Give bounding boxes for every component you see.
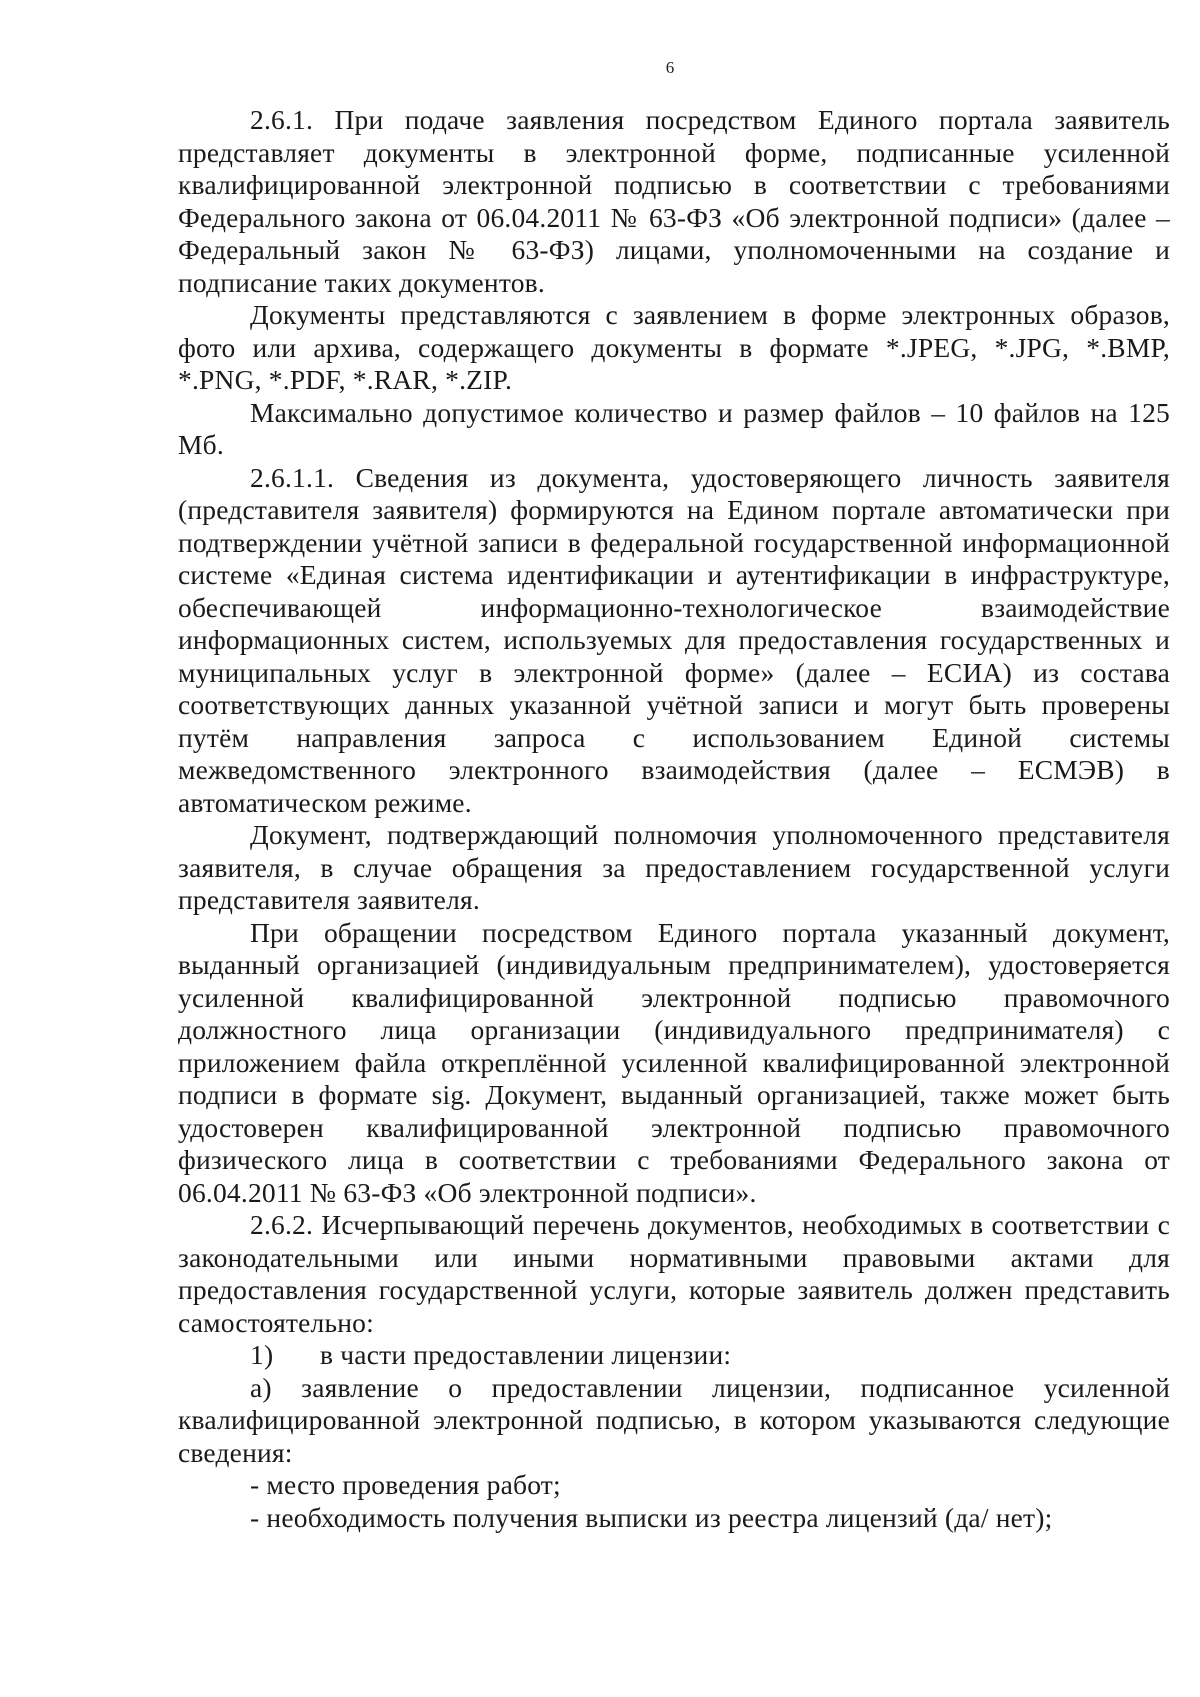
paragraph-registry-extract: - необходимость получения выписки из реестра лицензий (да/ нет); xyxy=(250,1501,1053,1533)
document-body xyxy=(178,104,1170,1534)
list-item-text: в части предоставлении лицензии: xyxy=(320,1339,732,1370)
paragraph-2-6-1-1: 2.6.1.1. Сведения из документа, удостоверяющего личность заявителя (представителя заявителя) формируются на Едином портале автоматически при подтверждении учётной записи в федеральной государственной информационной системе «Единая система идентификации и аутентификации в инфраструктуре, обеспечивающей информационно-технологическое взаимодействие информационных систем, используемых для предоставления государственных и муниципальных услуг в электронной форме» (далее – ЕСИА) из состава соответствующих данных указанной учётной записи и могут быть проверены путём направления запроса с использованием Единой системы межведомственного электронного взаимодействия (далее – ЕСМЭВ) в автоматическом режиме. xyxy=(178,461,1170,818)
paragraph-file-limits: Максимально допустимое количество и размер файлов – 10 файлов на 125 Мб. xyxy=(178,396,1170,460)
paragraph-portal-signature: При обращении посредством Единого портала указанный документ, выданный организацией (индивидуальным предпринимателем), удостоверяется усиленной квалифицированной электронной подписью правомочного должностного лица организации (индивидуального предпринимателя) с приложением файла откреплённой усиленной квалифицированной электронной подписи в формате sig. Документ, выданный организацией, также может быть удостоверен квалифицированной электронной подписью правомочного физического лица в соответствии с требованиями Федерального закона от 06.04.2011 № 63-ФЗ «Об электронной подписи». xyxy=(178,916,1170,1208)
paragraph-authority-document: Документ, подтверждающий полномочия уполномоченного представителя заявителя, в случае обращения за предоставлением государственной услуги представителя заявителя. xyxy=(178,819,1170,915)
page-number: 6 xyxy=(665,58,675,77)
list-item-number: 1) xyxy=(250,1339,274,1370)
paragraph-2-6-2: 2.6.2. Исчерпывающий перечень документов, необходимых в соответствии с законодательными или иными нормативными правовыми актами для предоставления государственной услуги, которые заявитель должен представить самостоятельно: xyxy=(178,1209,1170,1338)
paragraph-application-a: а) заявление о предоставлении лицензии, подписанное усиленной квалифицированной электронной подписью, в котором указываются следующие сведения: xyxy=(178,1371,1170,1468)
list-item xyxy=(178,1339,1170,1372)
paragraph-document-formats: Документы представляются с заявлением в форме электронных образов, фото или архива, содержащего документы в формате *.JPEG, *.JPG, *.BMP, *.PNG, *.PDF, *.RAR, *.ZIP. xyxy=(178,299,1170,395)
paragraph-2-6-1: 2.6.1. При подаче заявления посредством Единого портала заявитель представляет документы в электронной форме, подписанные усиленной квалифицированной электронной подписью в соответствии с требованиями Федерального закона от 06.04.2011 № 63-ФЗ «Об электронной подписи» (далее – Федеральный закон № 63-ФЗ) лицами, уполномоченными на создание и подписание таких документов. xyxy=(178,104,1170,298)
paragraph-place-of-work: - место проведения работ; xyxy=(250,1469,561,1500)
